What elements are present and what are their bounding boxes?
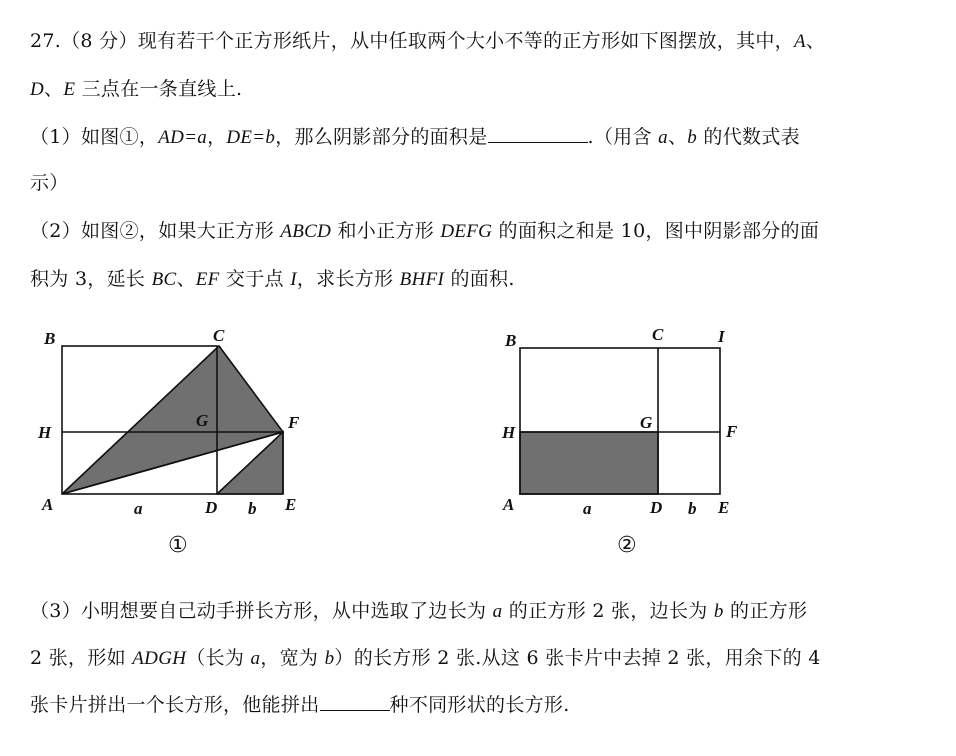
var-a: a <box>492 601 503 622</box>
q3-text: （3）小明想要自己动手拼长方形，从中选取了边长为 <box>30 600 493 622</box>
q3-text: 的正方形 <box>723 600 808 622</box>
q3-text: 种不同形状的长方形. <box>389 694 570 716</box>
intro-text-end: 三点在一条直线上. <box>75 78 243 100</box>
q2-text: 和小正方形 <box>331 220 441 242</box>
fig1-caption: ① <box>168 533 188 558</box>
fig1-label-g: G <box>196 411 209 430</box>
q2-text: （2）如图②，如果大正方形 <box>30 220 281 242</box>
var-b: b <box>713 601 724 622</box>
separator: 、 <box>805 30 826 52</box>
q2-text: ，求长方形 <box>296 268 400 290</box>
q3-text: ）的长方形 2 张.从这 6 张卡片中去掉 2 张，用余下的 4 <box>334 647 821 669</box>
q2-bc: BC <box>151 269 177 290</box>
fig2-label-d: D <box>650 498 663 517</box>
q2-abcd: ABCD <box>280 221 332 242</box>
q1-ad: AD=a <box>158 127 208 148</box>
q1-text: 的代数式表 <box>697 126 800 148</box>
q2-text: 积为 3，延长 <box>30 268 152 290</box>
q1-text: ，那么阴影部分的面积是 <box>275 126 488 148</box>
figure-1 <box>62 346 283 494</box>
fig2-label-h: H <box>502 423 516 442</box>
fig2-label-b: B <box>505 331 517 350</box>
fig2-label-f: F <box>726 422 738 441</box>
q2-text: 的面积之和是 10，图中阴影部分的面 <box>492 220 820 242</box>
fig1-label-f: F <box>288 413 300 432</box>
q3-adgh: ADGH <box>132 648 187 669</box>
point-d-label: D <box>30 79 45 100</box>
q2-text: 的面积. <box>444 268 515 290</box>
question-3-line1 <box>30 598 936 625</box>
fig2-label-c: C <box>652 325 664 344</box>
var-a: a <box>250 648 261 669</box>
fig1-label-a: A <box>42 495 54 514</box>
q1-text: .（用含 <box>587 126 659 148</box>
q2-bhfi: BHFI <box>399 269 445 290</box>
q3-text: （长为 <box>186 647 251 669</box>
separator: 、 <box>667 126 688 148</box>
fig2-label-a: A <box>503 495 515 514</box>
fig2-label-i: I <box>718 327 725 346</box>
separator: 、 <box>176 268 196 290</box>
q1-text: （1）如图①， <box>30 126 159 148</box>
var-b: b <box>324 648 335 669</box>
q2-text: 交于点 <box>219 268 291 290</box>
problem-number: 27. <box>30 30 62 52</box>
point-e-label: E <box>63 79 76 100</box>
q3-text: ，宽为 <box>260 647 325 669</box>
q2-ef: EF <box>195 269 220 290</box>
fig2-label-g: G <box>640 413 653 432</box>
fig2-label-a-length: a <box>583 499 592 518</box>
fig1-label-h: H <box>38 423 52 442</box>
q3-text: 2 张，形如 <box>30 647 133 669</box>
fig2-label-e: E <box>718 498 730 517</box>
q3-answer-blank[interactable] <box>320 692 390 711</box>
fig1-label-c: C <box>213 326 225 345</box>
fig1-label-b: B <box>44 329 56 348</box>
q1-de: DE=b <box>226 127 276 148</box>
separator: ， <box>207 126 227 148</box>
q2-i: I <box>290 269 297 290</box>
var-a: a <box>658 127 668 148</box>
fig1-label-a-length: a <box>134 499 143 518</box>
separator: 、 <box>44 78 64 100</box>
fig2-caption: ② <box>617 533 637 558</box>
var-b: b <box>687 127 698 148</box>
fig2-label-b-length: b <box>688 499 697 518</box>
fig1-label-e: E <box>285 495 297 514</box>
intro-text: 现有若干个正方形纸片，从中任取两个大小不等的正方形如下图摆放，其中， <box>137 30 794 52</box>
problem-score: （8 分） <box>61 30 138 52</box>
q3-text: 的正方形 2 张，边长为 <box>502 600 714 622</box>
shaded-rectangle-adgh <box>520 432 658 494</box>
figure-2 <box>520 348 720 494</box>
q3-text: 张卡片拼出一个长方形，他能拼出 <box>30 694 320 716</box>
question-3-line2 <box>30 645 936 672</box>
question-3-line3 <box>30 692 936 718</box>
point-a-label: A <box>793 31 806 52</box>
fig1-label-d: D <box>205 498 218 517</box>
fig1-label-b-length: b <box>248 499 257 518</box>
q1-text: 示） <box>30 172 69 194</box>
q2-defg: DEFG <box>440 221 493 242</box>
